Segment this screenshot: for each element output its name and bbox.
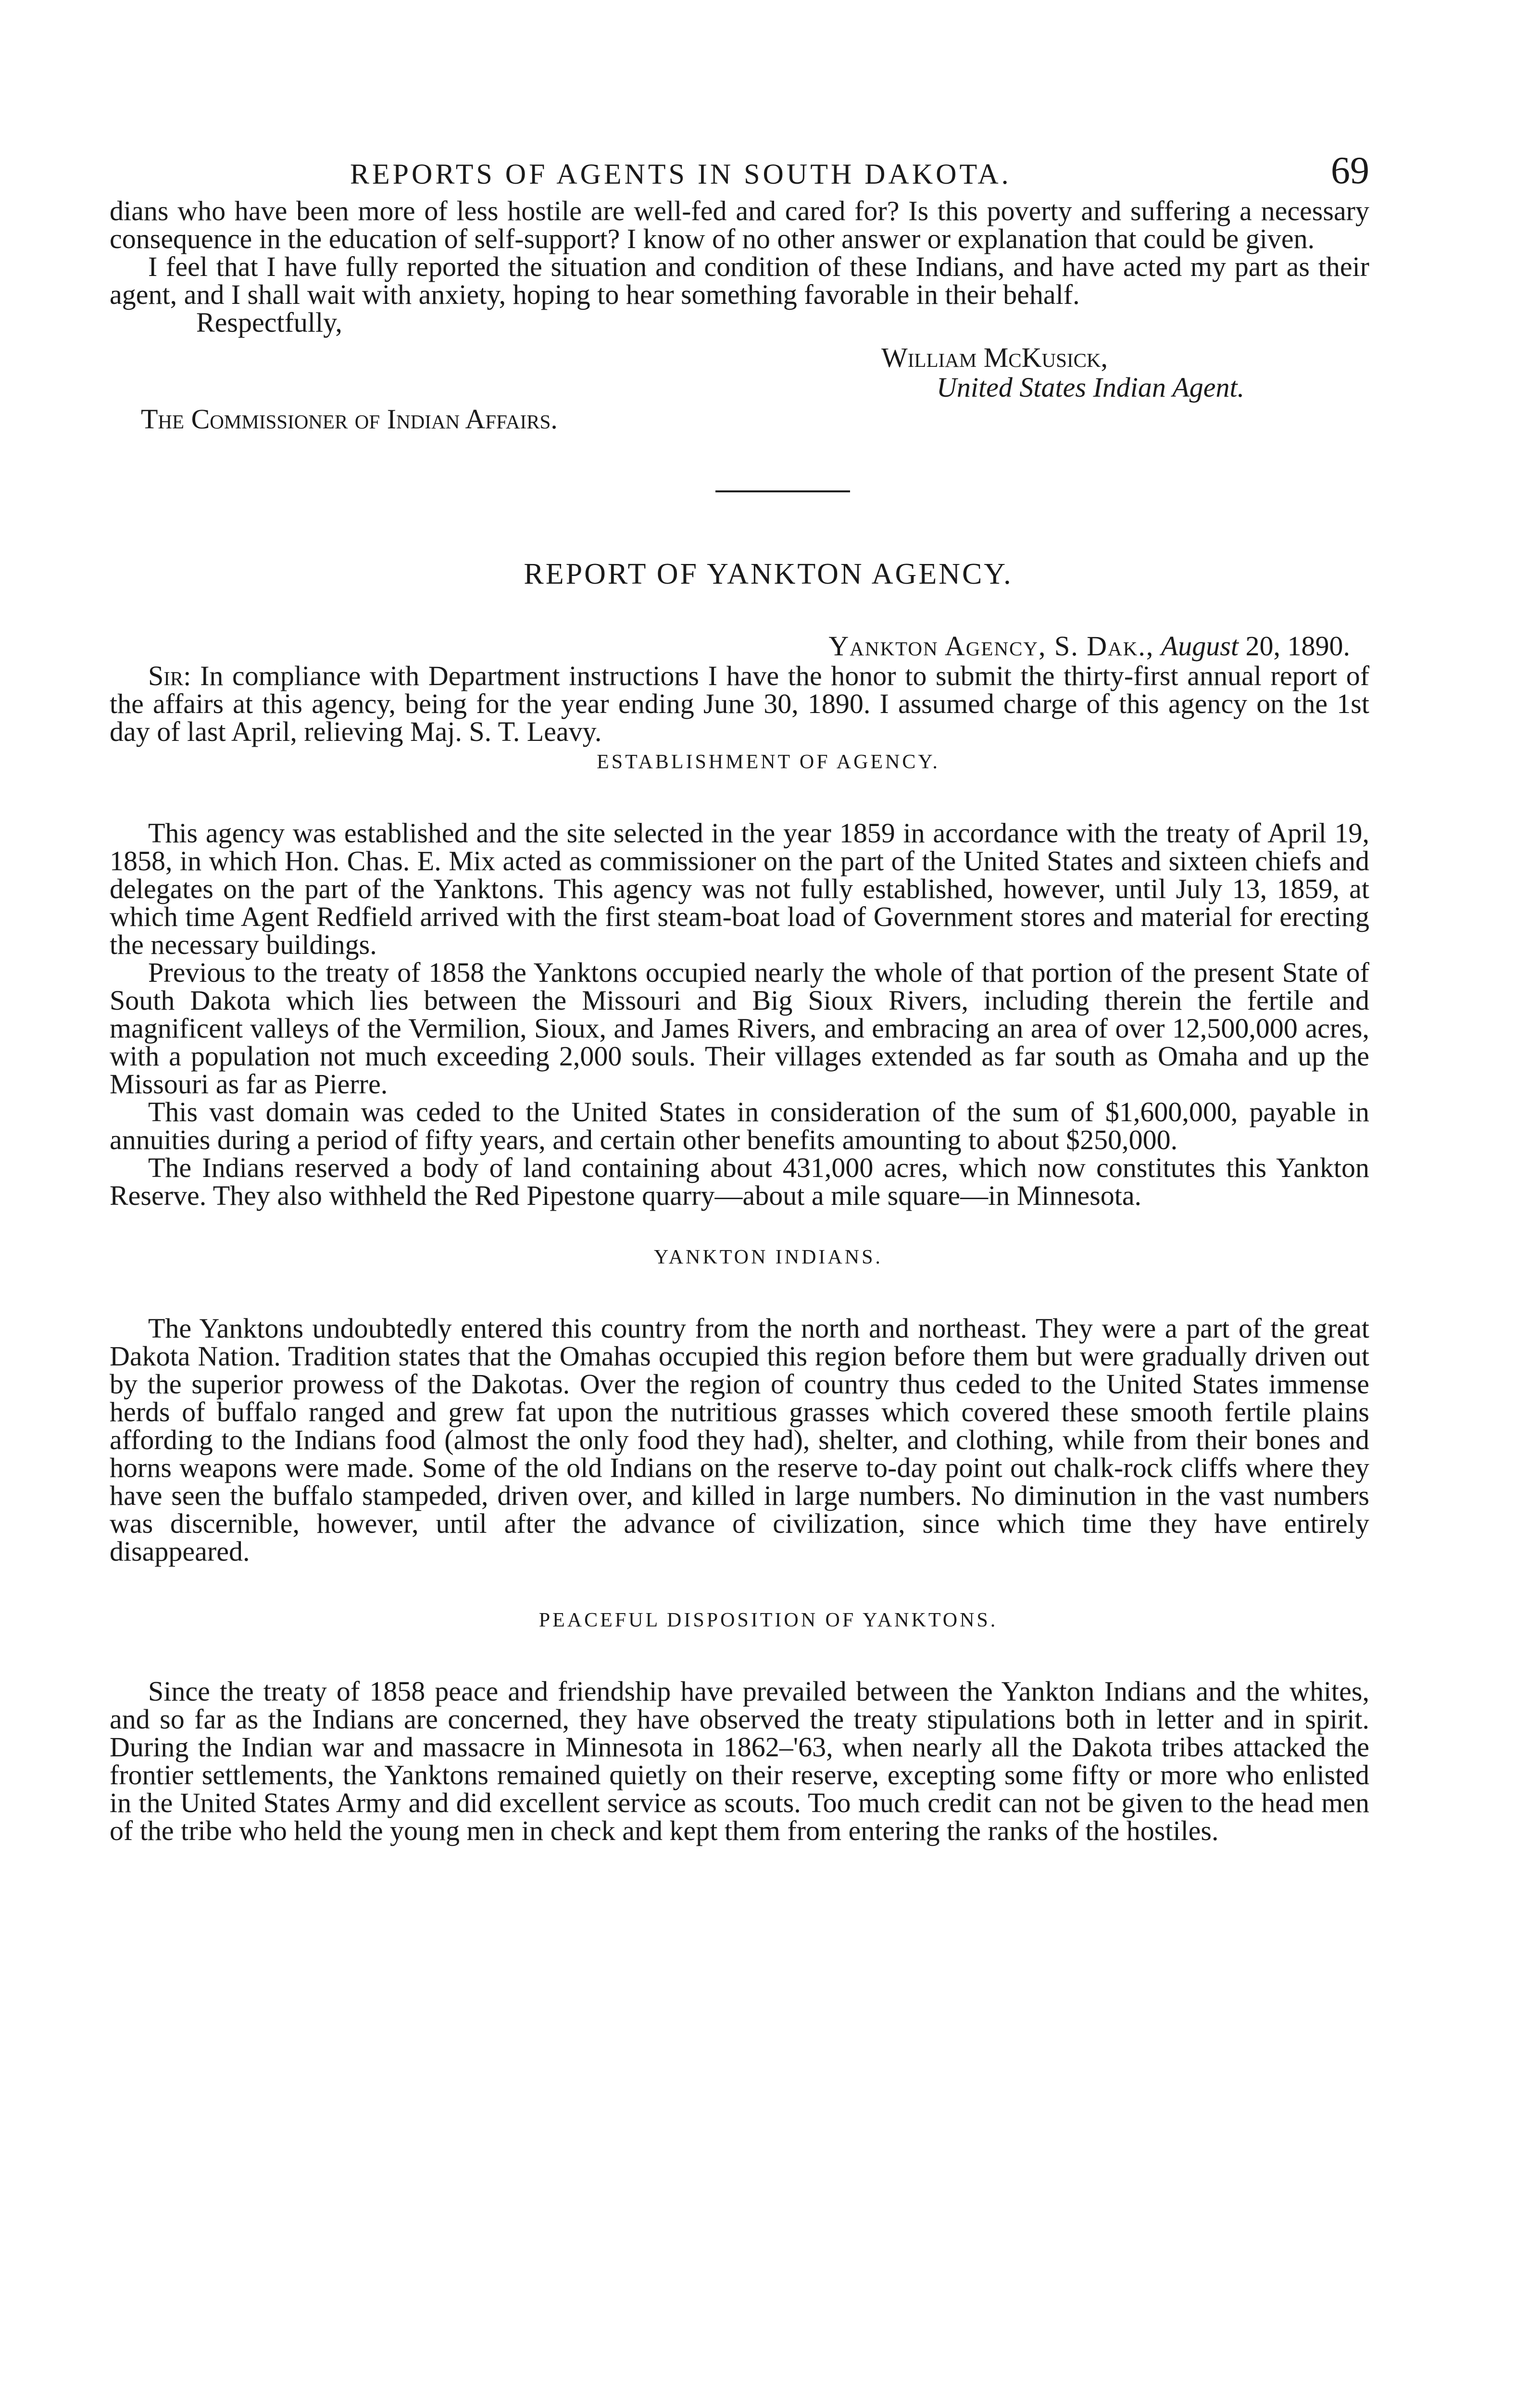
yankton-indians-paragraph: The Yanktons undoubtedly entered this country from the north and northeast. They were a part of the great Dakota Nation. Tradition states that the Omahas occupied this region before them but were gradually driven out by the superior prowess of the Dakotas. Over the region of country thus ceded to the United States immense herds of buffalo ranged and grew fat upon the nutritious grasses which covered these smooth fertile plains affording to the Indians food (almost the only food they had), shelter, and clothing, while from their bones and horns weapons were made. Some of the old Indians on the reserve to-day point out chalk-rock cliffs where they have seen the buffalo stampeded, driven over, and killed in large numbers. No diminution in the vast numbers was discernible, however, until after the advance of civilization, since which time they have entirely disappeared. xyxy=(110,1313,1369,1567)
signature-title: United States Indian Agent. xyxy=(937,372,1245,403)
continued-paragraph: dians who have been more of less hostile are well-fed and cared for? Is this poverty and suffering a necessary consequence in the education of self-support? I know of no other answer or explanation that could be given. xyxy=(110,195,1369,254)
complimentary-close: Respectfully, xyxy=(196,307,342,338)
dateline-month: August xyxy=(1161,630,1239,662)
closing-paragraph: I feel that I have fully reported the situation and condition of these Indians, and have acted my part as their agent, and I shall wait with anxiety, hoping to hear something favorable in their behalf. xyxy=(110,251,1369,310)
page-number: 69 xyxy=(1331,150,1369,192)
dateline-date: 20, 1890. xyxy=(1245,630,1350,662)
section-heading-yankton-indians: YANKTON INDIANS. xyxy=(654,1246,883,1268)
dateline-place: Yankton Agency, S. Dak., xyxy=(828,630,1154,662)
running-title: REPORTS OF AGENTS IN SOUTH DAKOTA. xyxy=(350,158,1012,190)
establishment-paragraph: The Indians reserved a body of land containing about 431,000 acres, which now constitutes this Yankton Reserve. They also withheld the Red Pipestone quarry—about a mile square—in Minnesota. xyxy=(110,1152,1369,1211)
establishment-paragraph: Previous to the treaty of 1858 the Yanktons occupied nearly the whole of that portion of the present State of South Dakota which lies between the Missouri and Big Sioux Rivers, including therein the fertile and magnificent valleys of the Vermilion, Sioux, and James Rivers, and embracing an area of over 12,500,000 acres, with a population not much exceeding 2,000 souls. Their villages extended as far south as Omaha and up the Missouri as far as Pierre. xyxy=(110,957,1369,1100)
intro-paragraph xyxy=(110,662,1369,746)
establishment-paragraph: This agency was established and the site selected in the year 1859 in accordance with the treaty of April 19, 1858, in which Hon. Chas. E. Mix acted as commissioner on the part of the United States and sixteen chiefs and delegates on the part of the Yanktons. This agency was not fully established, however, until July 13, 1859, at which time Agent Redfield arrived with the first steam-boat load of Government stores and material for erecting the necessary buildings. xyxy=(110,817,1369,960)
peaceful-disposition-paragraph: Since the treaty of 1858 peace and friendship have prevailed between the Yankton Indians and the whites, and so far as the Indians are concerned, they have observed the treaty stipulations both in letter and in spirit. During the Indian war and massacre in Minnesota in 1862–'63, when nearly all the Dakota tribes attacked the frontier settlements, the Yanktons remained quietly on their reserve, excepting some fifty or more who enlisted in the United States Army and did excellent service as scouts. Too much credit can not be given to the head men of the tribe who held the young men in check and kept them from entering the ranks of the hostiles. xyxy=(110,1676,1369,1846)
section-heading-peaceful-disposition: PEACEFUL DISPOSITION OF YANKTONS. xyxy=(538,1609,998,1631)
dateline xyxy=(110,630,1369,662)
signature-name: William McKusick, xyxy=(881,342,1108,373)
section-divider-rule xyxy=(715,490,850,492)
addressee: The Commissioner of Indian Affairs. xyxy=(141,403,558,435)
report-title: REPORT OF YANKTON AGENCY. xyxy=(524,558,1013,590)
document-page xyxy=(110,144,1369,1845)
running-header xyxy=(110,144,1369,197)
establishment-paragraph: This vast domain was ceded to the United States in consideration of the sum of $1,600,000, payable in annuities during a period of fifty years, and certain other benefits amounting to about $250,000. xyxy=(110,1096,1369,1155)
salutation: Sir: xyxy=(148,660,191,691)
signature-block xyxy=(110,341,1369,438)
section-heading-establishment: ESTABLISHMENT OF AGENCY. xyxy=(597,751,940,773)
intro-text: In compliance with Department instructions I have the honor to submit the thirty-first annual report of the affairs at this agency, being for the year ending June 30, 1890. I assumed charge of this agency on the 1st day of last April, relieving Maj. S. T. Leavy. xyxy=(110,660,1370,747)
